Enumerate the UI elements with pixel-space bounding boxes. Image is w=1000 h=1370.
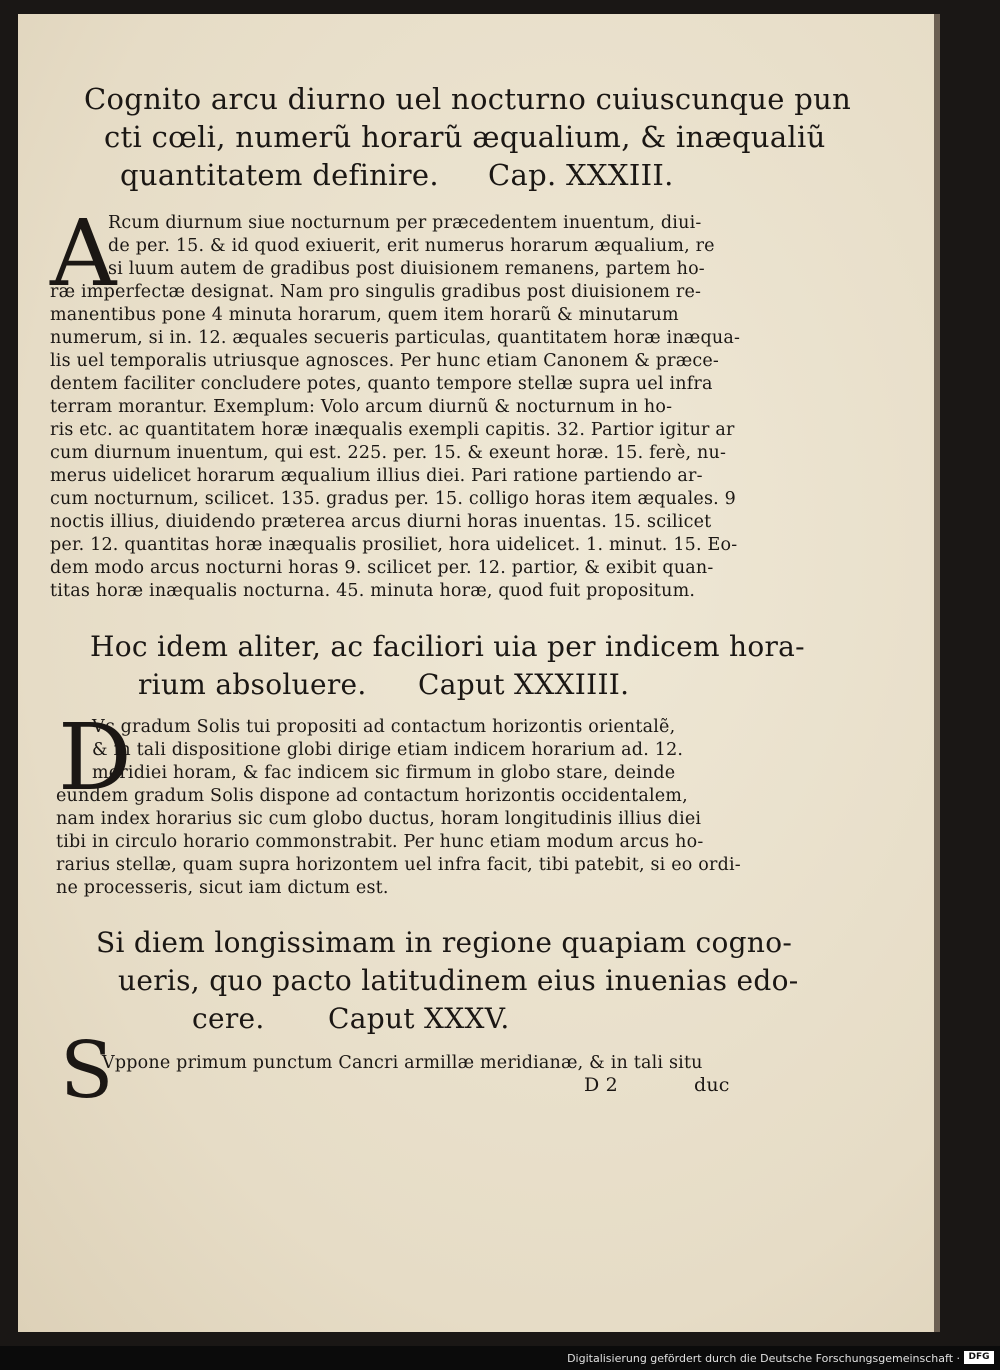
drop-cap-s: S — [60, 1026, 114, 1116]
chapter-35-heading — [96, 924, 896, 1038]
chapter-34-heading — [90, 628, 890, 704]
drop-cap-d: D — [58, 704, 132, 811]
text-line: ræ imperfectæ designat. Nam pro singulis gradibus post diuisionem re- — [50, 282, 702, 302]
text-line: si luum autem de gradibus post diuisionem remanens, partem ho- — [108, 259, 705, 279]
heading-line: Hoc idem aliter, ac faciliori uia per indicem hora- — [90, 630, 805, 663]
text-line: lis uel temporalis utriusque agnosces. Per hunc etiam Canonem & præce- — [50, 351, 720, 371]
text-line: meridiei horam, & fac indicem sic firmum in globo stare, deinde — [92, 763, 676, 783]
text-line: Vc gradum Solis tui propositi ad contactum horizontis orientalẽ, — [92, 717, 676, 737]
chapter-number: Caput XXXIIII. — [418, 668, 630, 701]
heading-line: cti cœli, numerũ horarũ æqualium, & inæqualiũ — [104, 120, 826, 154]
page-edge — [934, 14, 940, 1332]
chapter-33-heading — [84, 80, 884, 194]
heading-line: rium absoluere. — [138, 668, 367, 701]
text-line: noctis illius, diuidendo præterea arcus diurni horas inuentas. 15. scilicet — [50, 512, 712, 532]
paragraph-2 — [56, 704, 746, 900]
text-line: numerum, si in. 12. æquales secueris particulas, quantitatem horæ inæqua- — [50, 328, 741, 348]
signature-mark: D 2 — [584, 1074, 618, 1096]
text-line: & in tali dispositione globi dirige etiam indicem horarium ad. 12. — [92, 740, 684, 760]
text-line: Rcum diurnum siue nocturnum per præcedentem inuentum, diui- — [108, 213, 702, 233]
text-line: per. 12. quantitas horæ inæqualis prosiliet, hora uidelicet. 1. minut. 15. Eo- — [50, 535, 738, 555]
chapter-number: Caput XXXV. — [328, 1002, 510, 1035]
text-line: ne processeris, sicut iam dictum est. — [56, 878, 389, 898]
heading-line: cere. — [192, 1002, 265, 1035]
text-line: terram morantur. Exemplum: Volo arcum diurnũ & nocturnum in ho- — [50, 397, 673, 417]
text-line: merus uidelicet horarum æqualium illius diei. Pari ratione partiendo ar- — [50, 466, 703, 486]
dfg-logo: DFG — [964, 1351, 994, 1364]
chapter-number: Cap. XXXIII. — [488, 158, 674, 192]
heading-line: Cognito arcu diurno uel nocturno cuiuscunque pun — [84, 82, 852, 116]
text-line: nam index horarius sic cum globo ductus, horam longitudinis illius diei — [56, 809, 702, 829]
book-page — [18, 14, 934, 1332]
catchword: duc — [694, 1074, 730, 1096]
text-line: eundem gradum Solis dispone ad contactum horizontis occidentalem, — [56, 786, 688, 806]
funding-notice: Digitalisierung gefördert durch die Deutsche Forschungsgemeinschaft · — [567, 1352, 960, 1365]
text-line: tibi in circulo horario commonstrabit. Per hunc etiam modum arcus ho- — [56, 832, 704, 852]
text-line: de per. 15. & id quod exiuerit, erit numerus horarum æqualium, re — [108, 236, 715, 256]
text-line: rarius stellæ, quam supra horizontem uel infra facit, tibi patebit, si eo ordi- — [56, 855, 741, 875]
paragraph-3 — [102, 1052, 802, 1075]
text-line: dentem faciliter concludere potes, quanto tempore stellæ supra uel infra — [50, 374, 713, 394]
text-line: dem modo arcus nocturni horas 9. scilicet per. 12. partior, & exibit quan- — [50, 558, 714, 578]
paragraph-1 — [50, 200, 741, 603]
drop-cap-a: A — [50, 200, 117, 307]
heading-line: ueris, quo pacto latitudinem eius inuenias edo- — [118, 964, 799, 997]
text-line: Vppone primum punctum Cancri armillæ meridianæ, & in tali situ — [102, 1053, 703, 1073]
text-line: cum nocturnum, scilicet. 135. gradus per. 15. colligo horas item æquales. 9 — [50, 489, 736, 509]
text-line: titas horæ inæqualis nocturna. 45. minuta horæ, quod fuit propositum. — [50, 581, 696, 601]
heading-line: Si diem longissimam in regione quapiam cogno- — [96, 926, 793, 959]
heading-line: quantitatem definire. — [120, 158, 439, 192]
text-line: cum diurnum inuentum, qui est. 225. per. 15. & exeunt horæ. 15. ferè, nu- — [50, 443, 727, 463]
text-line: ris etc. ac quantitatem horæ inæqualis exempli capitis. 32. Partior igitur ar — [50, 420, 735, 440]
text-line: manentibus pone 4 minuta horarum, quem item horarũ & minutarum — [50, 305, 679, 325]
